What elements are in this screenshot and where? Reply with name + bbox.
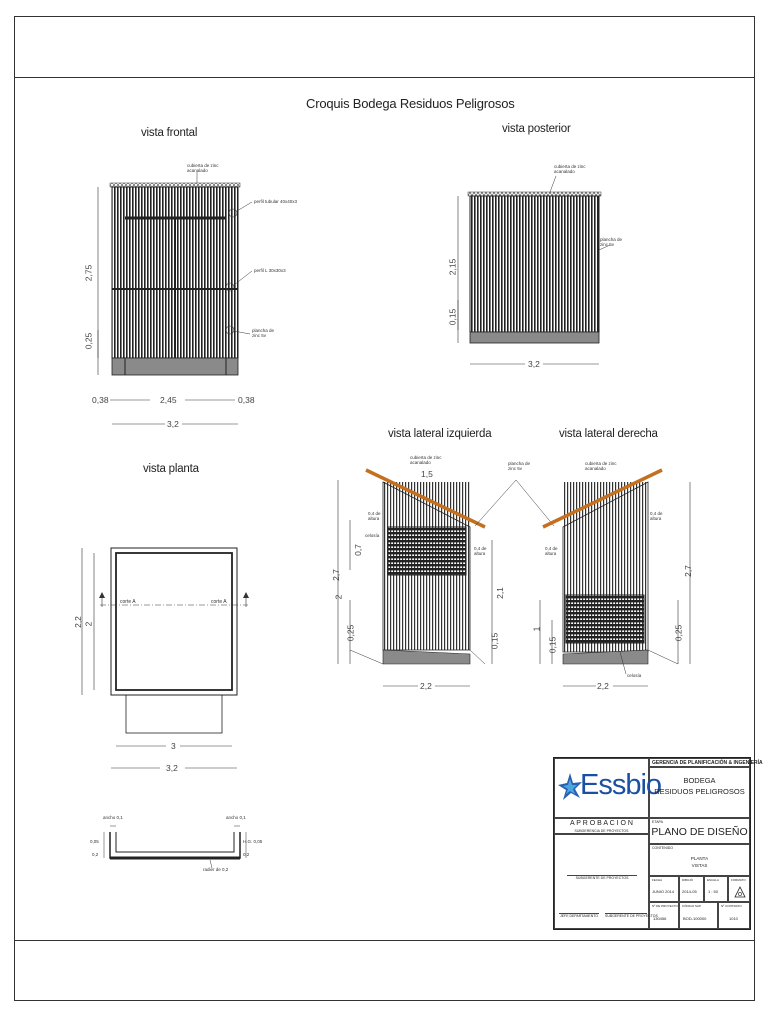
content-1: PLANTA	[690, 856, 709, 861]
project-number-value: 130456	[653, 916, 667, 921]
format-label: FORMATO	[731, 878, 746, 882]
plan-view-title: vista planta	[143, 463, 199, 475]
scale-value: 1 : 50	[708, 889, 719, 894]
right-plate-note: plancha de zinc 5v	[508, 461, 531, 471]
rear-dim-base: 0,15	[447, 308, 458, 326]
front-tube-note: perfil tubular 40x40x3	[254, 199, 298, 204]
signature-2: JEFE DEPARTAMENTO	[559, 914, 599, 918]
section-right-top-note: ancho 0,1	[226, 815, 246, 820]
left-dim-base: 0,25	[345, 624, 356, 642]
left-view-title: vista lateral izquierda	[388, 428, 492, 440]
left-window-note: celosía	[365, 533, 380, 538]
section-left-h1: 0,05	[90, 839, 99, 844]
sap-code-label: CÓDIGO SAP	[682, 904, 702, 908]
content-2: VISTAS	[691, 863, 708, 868]
left-dim-mid: 2	[333, 594, 344, 600]
plan-dim-outer-w: 3,2	[166, 763, 178, 773]
format-cell	[728, 876, 750, 902]
approval-sub-text: SUBGERENCIA DE PROYECTOS	[574, 829, 629, 833]
plan-view-drawing	[82, 548, 249, 768]
front-dim-middle: 2,45	[160, 395, 177, 405]
right-gap2-note: 0,4 de altura	[545, 546, 558, 556]
left-roof-note: cubierta de zinc acanalado	[410, 455, 442, 465]
project-line-2: RESIDUOS PELIGROSOS	[654, 787, 745, 796]
right-dim-left: 1	[531, 626, 542, 632]
section-left-top-note: ancho 0,1	[103, 815, 123, 820]
signature-1: SUBGERENTE DE PROYECTOS	[567, 875, 637, 880]
plan-dim-inner-w: 3	[171, 741, 176, 751]
right-dim-width: 2,2	[597, 681, 609, 691]
drawn-label: DIBUJÓ	[682, 878, 694, 882]
drawing-title: Croquis Bodega Residuos Peligrosos	[306, 96, 515, 111]
signature-3: SUBGERENTE DE PROYECTOS	[605, 914, 658, 918]
rear-roof-note: cubierta de zinc acanalado	[554, 164, 586, 174]
front-view-drawing	[98, 172, 252, 424]
contract-value: 1010	[729, 916, 738, 921]
date-value: JUNIO 2014	[652, 889, 675, 894]
front-view-title: vista frontal	[141, 127, 198, 139]
front-angle-note: perfil L 30x30x3	[254, 268, 286, 273]
right-side-view-drawing	[540, 470, 690, 686]
rear-view-title: vista posterior	[502, 123, 571, 135]
front-dim-right: 0,38	[238, 395, 255, 405]
left-overhang-dim: 1,5	[421, 469, 433, 479]
projection-symbol-icon	[734, 886, 746, 898]
front-plate-note: plancha de zinc 5v	[252, 328, 275, 338]
approval-text: A P R O B A C I O N	[570, 820, 633, 827]
plan-dim-outer-h: 2,2	[72, 616, 83, 628]
rear-view-drawing	[458, 176, 610, 364]
right-gap-note: 0,4 de altura	[650, 511, 663, 521]
project-line-1: BODEGA	[683, 776, 716, 785]
essbio-logo-icon	[558, 773, 582, 803]
contract-label: Nº CONTRATO	[721, 904, 742, 908]
rear-dim-height: 2,15	[447, 258, 458, 276]
rear-dim-width: 3,2	[528, 359, 540, 369]
date-cell	[649, 876, 679, 902]
left-dim-width: 2,2	[420, 681, 432, 691]
right-view-title: vista lateral derecha	[559, 428, 658, 440]
project-cell	[649, 767, 750, 818]
section-right-h1: H.G. 0,05	[243, 839, 263, 844]
section-right-h2: 0,2	[243, 852, 250, 857]
rear-plate-note: plancha de zinc 5v	[600, 237, 623, 247]
contract-cell	[718, 902, 750, 929]
title-block	[553, 757, 763, 930]
left-dim-total: 2,7	[330, 569, 341, 581]
drawn-cell	[679, 876, 704, 902]
plan-cut-a-left: corte A	[120, 599, 136, 605]
plan-cut-a-right: corte A	[211, 599, 227, 605]
scale-label: ESCALA	[707, 878, 719, 882]
left-dim-upper: 0,7	[352, 544, 363, 556]
left-side-view-drawing	[338, 470, 554, 686]
logo-cell	[554, 758, 662, 818]
left-gap2-note: 0,4 de altura	[474, 546, 487, 556]
right-dim-base: 0,25	[673, 624, 684, 642]
department-text: GERENCIA DE PLANIFICACIÓN & INGENIERÍA	[652, 760, 763, 766]
project-number-label: Nº DE PROYECTO	[652, 904, 678, 908]
section-left-h2: 0,2	[92, 852, 99, 857]
sap-code-cell	[679, 902, 718, 929]
company-logo-text: Essbio	[580, 769, 662, 801]
scale-cell	[704, 876, 728, 902]
left-dim-right-base: 0,15	[489, 632, 500, 650]
department-cell	[649, 758, 763, 767]
front-dim-height-total: 2,75	[83, 264, 94, 282]
drawn-value: 2014-05	[682, 889, 697, 894]
section-detail-drawing	[104, 826, 246, 868]
approval-cell	[554, 818, 649, 834]
content-label: CONTENIDO	[652, 846, 673, 850]
plan-name: PLANO DE DISEÑO	[651, 826, 748, 838]
plan-label: ETAPA	[652, 820, 663, 824]
project-number-cell	[649, 902, 679, 929]
front-roof-note: cubierta de zinc acanalado	[187, 163, 219, 173]
right-dim-left-base: 0,15	[547, 636, 558, 654]
right-dim-total: 2,7	[682, 565, 693, 577]
sap-code-value: BOD-100000	[683, 916, 707, 921]
front-dim-height-base: 0,25	[83, 332, 94, 350]
right-roof-note: cubierta de zinc acanalado	[585, 461, 617, 471]
date-label: FECHA	[652, 878, 663, 882]
section-bottom-note: radier de 0,2	[203, 867, 229, 872]
right-window-note: celosía	[627, 673, 642, 678]
left-dim-right: 2,1	[494, 587, 505, 599]
plan-name-cell	[649, 818, 750, 844]
plan-dim-inner-h: 2	[83, 621, 94, 627]
front-dim-left: 0,38	[92, 395, 109, 405]
content-cell	[649, 844, 750, 876]
left-gap-note: 0,4 de altura	[368, 511, 381, 521]
front-dim-total: 3,2	[167, 419, 179, 429]
